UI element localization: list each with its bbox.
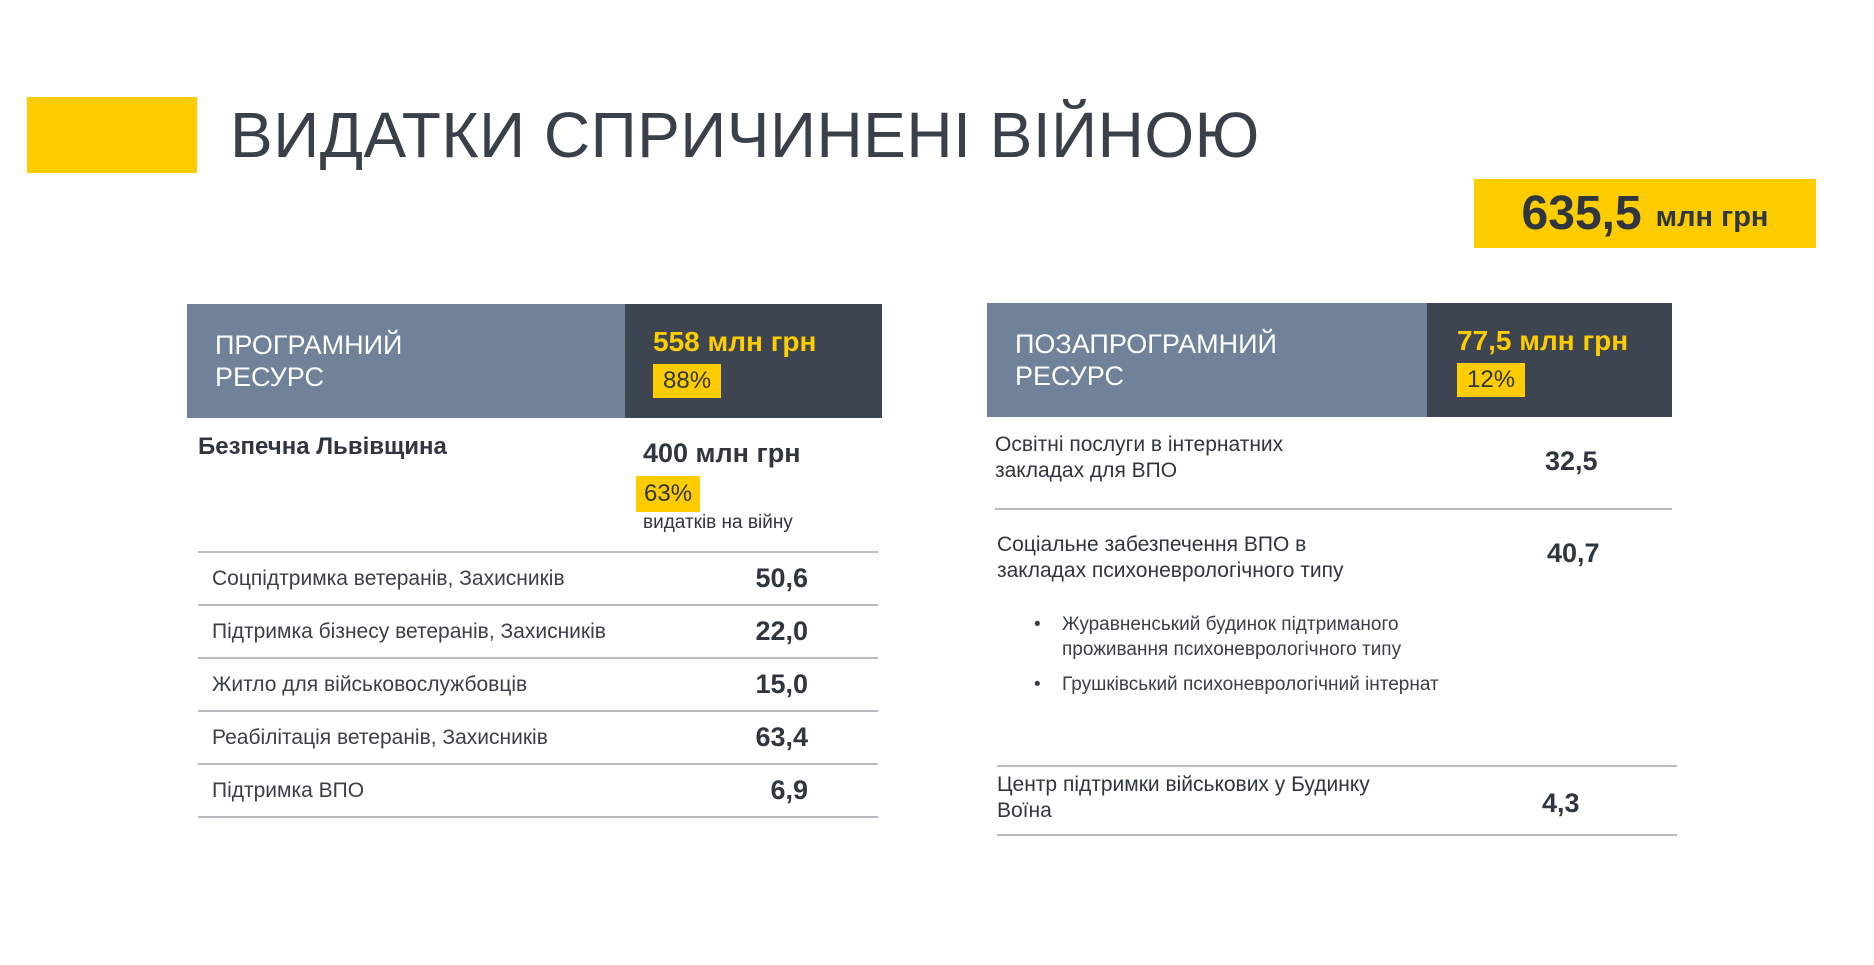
row-value: 63,4 [755, 722, 808, 752]
program-resource-amount-block [625, 304, 882, 418]
total-unit: млн грн [1655, 201, 1769, 233]
program-percent-badge: 88% [653, 364, 721, 398]
item-name-line2: закладах для ВПО [995, 459, 1178, 482]
lead-program-title: Безпечна Львівщина [198, 433, 447, 460]
program-label-line1: ПРОГРАМНИЙ [215, 330, 403, 360]
item-name-line2: Воїна [997, 799, 1052, 822]
lead-program-percent-badge: 63% [636, 476, 700, 512]
row-name: Реабілітація ветеранів, Захисників [212, 725, 548, 749]
table-row [198, 553, 878, 606]
bullet-icon: • [1034, 674, 1041, 695]
row-name: Підтримка бізнесу ветеранів, Захисників [212, 619, 606, 643]
nonprogram-resource-amount-block [1427, 303, 1672, 417]
item-value: 32,5 [1545, 446, 1598, 476]
program-resource-header [187, 304, 882, 418]
row-value: 22,0 [755, 616, 808, 646]
list-item [997, 532, 1677, 767]
row-value: 15,0 [755, 669, 808, 699]
row-name: Підтримка ВПО [212, 778, 365, 802]
row-name: Соцпідтримка ветеранів, Захисників [212, 566, 565, 590]
list-item [997, 770, 1677, 836]
title-accent-bar [27, 97, 197, 173]
table-row [198, 606, 878, 659]
lead-program-amount: 400 млн грн [643, 438, 801, 468]
nonprogram-amount: 77,5 млн грн [1457, 325, 1629, 356]
table-row [198, 712, 878, 765]
program-rows [198, 551, 878, 818]
lead-program-note: видатків на війну [643, 512, 793, 533]
sub-item-text: Журавненський будинок підтриманого проживання психоневрологічного типу [1062, 614, 1402, 660]
program-label-line2: РЕСУРС [215, 362, 324, 392]
program-resource-label [187, 304, 625, 418]
sub-item-list [997, 612, 1677, 697]
item-value: 4,3 [1542, 788, 1580, 818]
total-badge [1474, 179, 1816, 248]
total-value: 635,5 [1521, 187, 1642, 240]
sub-item-text: Грушківський психоневрологічний інтернат [1062, 674, 1439, 695]
sub-item [1034, 612, 1452, 662]
table-row [198, 659, 878, 712]
nonprogram-resource-label [987, 303, 1427, 417]
list-item [995, 432, 1672, 510]
row-value: 6,9 [770, 775, 808, 805]
item-name-line1: Центр підтримки військових у Будинку [997, 773, 1370, 796]
sub-item [1034, 672, 1452, 697]
table-row [198, 765, 878, 818]
nonprogram-label-line2: РЕСУРС [1015, 361, 1124, 391]
nonprogram-label-line1: ПОЗАПРОГРАМНИЙ [1015, 329, 1277, 359]
row-name: Житло для військовослужбовців [212, 672, 528, 696]
bullet-icon: • [1034, 614, 1041, 635]
nonprogram-resource-header [987, 303, 1672, 417]
item-name-line2: закладах психоневрологічного типу [997, 559, 1344, 582]
page-title: ВИДАТКИ СПРИЧИНЕНІ ВІЙНОЮ [230, 99, 1260, 171]
item-value: 40,7 [1547, 538, 1600, 568]
nonprogram-percent-badge: 12% [1457, 363, 1525, 397]
program-amount: 558 млн грн [653, 326, 817, 357]
item-name-line1: Освітні послуги в інтернатних [995, 433, 1284, 456]
row-value: 50,6 [755, 563, 808, 593]
item-name-line1: Соціальне забезпечення ВПО в [997, 533, 1307, 556]
